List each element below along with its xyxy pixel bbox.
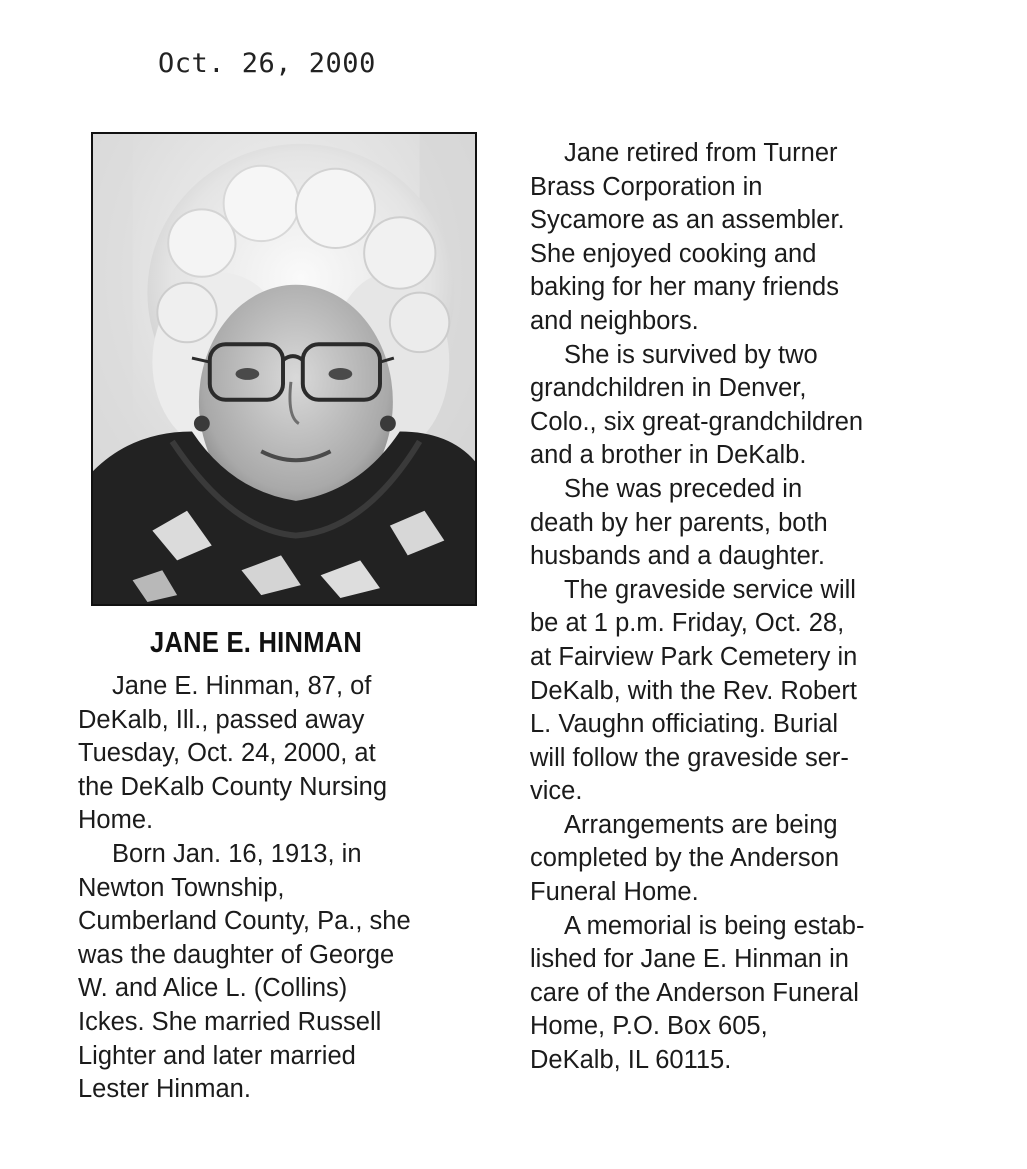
portrait-illustration	[93, 134, 475, 604]
text-line: Born Jan. 16, 1913, in	[112, 839, 362, 868]
portrait-photo	[91, 132, 477, 606]
text-line: husbands and a daughter.	[530, 542, 825, 571]
text-line: DeKalb, IL 60115.	[530, 1046, 732, 1075]
text-line: She is survived by two	[564, 340, 818, 369]
text-line: Jane retired from Turner	[564, 139, 838, 167]
text-line: DeKalb, with the Rev. Robert	[530, 676, 857, 705]
text-line: and neighbors.	[530, 306, 699, 335]
text-line: Newton Township,	[78, 873, 285, 902]
text-line: the DeKalb County Nursing	[78, 772, 388, 801]
text-line: Home.	[78, 806, 154, 835]
text-line: completed by the Anderson	[530, 844, 840, 873]
text-line: grandchildren in Denver,	[530, 374, 807, 403]
text-line: Ickes. She married Russell	[78, 1007, 382, 1036]
text-line: vice.	[530, 777, 583, 806]
text-line: Colo., six great-grandchildren	[530, 407, 864, 436]
text-line: baking for her many friends	[530, 273, 839, 302]
text-line: Jane E. Hinman, 87, of	[112, 672, 372, 700]
text-line: care of the Anderson Funeral	[530, 978, 859, 1007]
clipping-date: Oct. 26, 2000	[158, 48, 376, 79]
text-line: Home, P.O. Box 605,	[530, 1012, 768, 1041]
text-line: She enjoyed cooking and	[530, 239, 817, 268]
text-line: lished for Jane E. Hinman in	[530, 945, 849, 974]
obituary-heading: JANE E. HINMAN	[150, 627, 363, 659]
text-line: Sycamore as an assembler.	[530, 206, 845, 235]
text-line: will follow the graveside ser-	[530, 743, 849, 772]
text-line: Funeral Home.	[530, 878, 699, 907]
right-text-column	[530, 137, 925, 1078]
text-line: DeKalb, Ill., passed away	[78, 705, 365, 734]
text-line: Cumberland County, Pa., she	[78, 907, 411, 936]
text-line: and a brother in DeKalb.	[530, 441, 807, 470]
text-line: Brass Corporation in	[530, 172, 763, 201]
text-line: was the daughter of George	[78, 940, 395, 969]
text-line: death by her parents, both	[530, 508, 828, 537]
text-line: L. Vaughn officiating. Burial	[530, 710, 839, 739]
text-line: be at 1 p.m. Friday, Oct. 28,	[530, 609, 845, 638]
text-line: She was preceded in	[564, 474, 803, 503]
left-text-column	[78, 670, 473, 1107]
text-line: Tuesday, Oct. 24, 2000, at	[78, 739, 376, 768]
text-line: at Fairview Park Cemetery in	[530, 642, 858, 671]
text-line: Arrangements are being	[564, 810, 838, 839]
text-line: Lester Hinman.	[78, 1075, 251, 1104]
text-line: A memorial is being estab-	[564, 911, 865, 940]
text-line: The graveside service will	[564, 575, 856, 604]
text-line: W. and Alice L. (Collins)	[78, 974, 348, 1003]
text-line: Lighter and later married	[78, 1041, 356, 1070]
